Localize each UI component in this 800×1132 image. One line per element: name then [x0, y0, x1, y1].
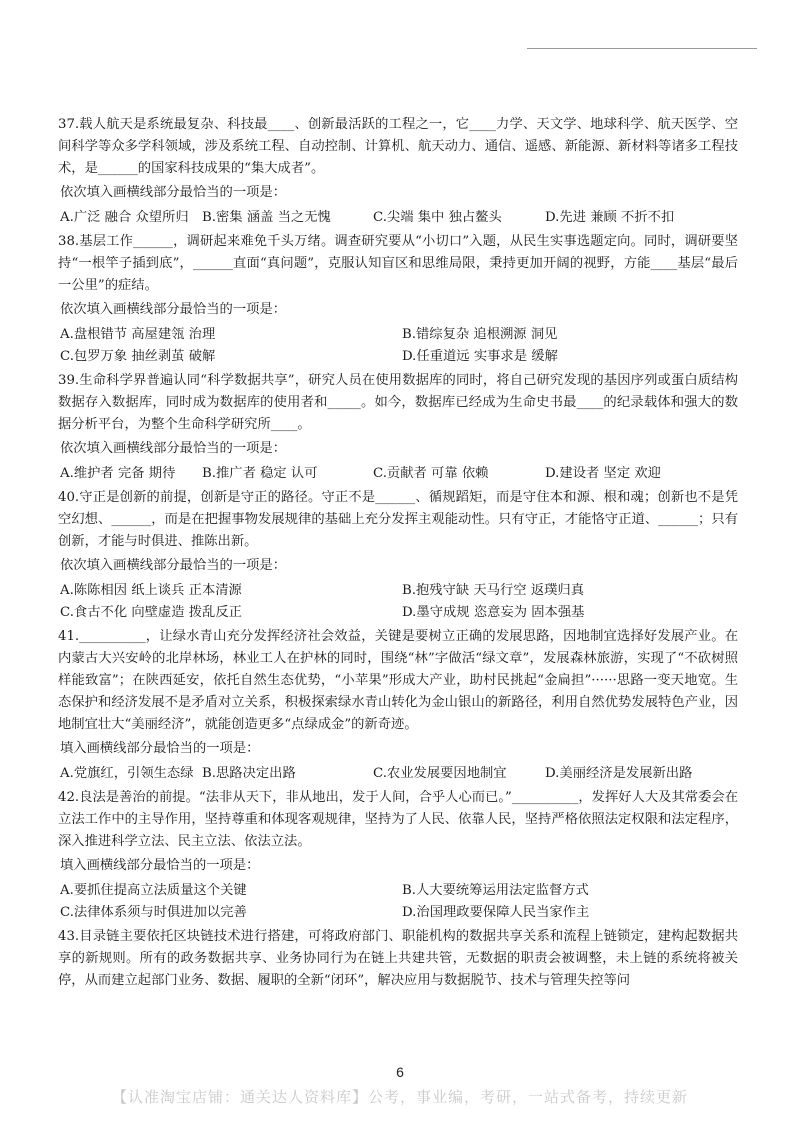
question-stem: 43.目录链主要依托区块链技术进行搭建，可将政府部门、职能机构的数据共享关系和流程上链锁定，建构起数据共享的新规则。所有的政务数据共享、业务协同行为在链上共建共管，无数据的职责会被调整，未上链的系统将被关停，从而建立起部门业务、数据、履职的全新“闭环”，解决应用与数据脱节、技术与管理失控等问	[58, 929, 738, 988]
option-b: B.抱残守缺 天马行空 返璞归真	[402, 583, 585, 598]
options	[58, 463, 738, 485]
options	[58, 324, 738, 368]
question-stem: 40.守正是创新的前提，创新是守正的路径。守正不是______、循规蹈矩，而是守住本和源、根和魂；创新也不是凭空幻想、______，而是在把握事物发展规律的基础上充分发挥主观能动性。只有守正，才能恪守正道、______；只有创新，才能与时俱进、推陈出新。	[58, 490, 738, 549]
footer-watermark: 【认准淘宝店铺：通关达人资料库】公考，事业编，考研，一站式备考，持续更新	[111, 1088, 688, 1106]
header-rule	[527, 48, 757, 49]
question-stem: 41.__________，让绿水青山充分发挥经济社会效益，关键是要树立正确的发展思路，因地制宜选择好发展产业。在内蒙古大兴安岭的北岸林场，林业工人在护林的同时，围绕“林”字做活“绿文章”，发展森林旅游，实现了“不砍树照样能致富”；在陕西延安，依托自然生态优势，“小苹果”形成大产业，助村民挑起“金扁担”······思路一变天地宽。生态保护和经济发展不是矛盾对立关系，积极探索绿水青山转化为金山银山的新路径，利用自然优势发展特色产业，因地制宜壮大“美丽经济”，就能创造更多“点绿成金”的新奇迹。	[58, 629, 738, 732]
question-38	[58, 231, 738, 368]
option-c: C.农业发展要因地制宜	[373, 766, 507, 781]
question-43	[58, 926, 738, 992]
option-a: A.盘根错节 高屋建瓴 治理	[60, 327, 216, 342]
option-d: D.美丽经济是发展新出路	[545, 766, 693, 781]
option-a: A.要抓住提高立法质量这个关键	[60, 883, 247, 898]
option-c: C.包罗万象 抽丝剥茧 破解	[60, 349, 216, 364]
option-a: A.陈陈相因 纸上谈兵 正本清源	[60, 583, 242, 598]
question-stem: 38.基层工作______，调研起来难免千头万绪。调查研究要从“小切口”入题，从民生实事选题定向。同时，调研要坚持“一根竿子插到底”，______直面“真问题”，克服认知盲区和思维局限，秉持更加开阔的视野，方能____基层“最后一公里”的症结。	[58, 234, 738, 293]
option-c: C.贡献者 可靠 依赖	[373, 466, 489, 481]
option-a: A.维护者 完备 期待	[60, 466, 176, 481]
question-42	[58, 787, 738, 924]
options	[58, 580, 738, 624]
option-d: D.先进 兼顾 不折不扣	[545, 210, 675, 225]
question-prompt: 依次填入画横线部分最恰当的一项是：	[60, 441, 287, 456]
question-41	[58, 626, 738, 785]
option-a: A.党旗红，引领生态绿	[60, 766, 194, 781]
question-prompt: 填入画横线部分最恰当的一项是：	[60, 858, 260, 873]
question-list	[58, 114, 738, 994]
question-prompt: 依次填入画横线部分最恰当的一项是：	[60, 302, 287, 317]
question-39	[58, 370, 738, 485]
option-c: C.法律体系须与时俱进加以完善	[60, 905, 247, 920]
question-stem: 42.良法是善治的前提。“法非从天下，非从地出，发于人间，合乎人心而已。”__________，发挥好人大及其常委会在立法工作中的主导作用，坚持尊重和体现客观规律，坚持为了人民、依靠人民，坚持严格依照法定权限和法定程序，深入推进科学立法、民主立法、依法立法。	[58, 790, 738, 849]
question-stem: 39.生命科学界普遍认同“科学数据共享”，研究人员在使用数据库的同时，将自己研究发现的基因序列或蛋白质结构数据存入数据库，同时成为数据库的使用者和_____。如今，数据库已经成为生命史书最____的纪录载体和强大的数据分析平台，为整个生命科学研究所____。	[58, 373, 738, 432]
option-c: C.尖端 集中 独占鳌头	[373, 210, 502, 225]
options	[58, 207, 738, 229]
option-d: D.墨守成规 恣意妄为 固本强基	[402, 605, 585, 620]
option-c: C.食古不化 向壁虚造 拨乱反正	[60, 605, 242, 620]
question-prompt: 填入画横线部分最恰当的一项是：	[60, 741, 260, 756]
options	[58, 880, 738, 924]
question-37	[58, 114, 738, 229]
page-number: 6	[396, 1064, 404, 1080]
question-40	[58, 487, 738, 624]
option-b: B.推广者 稳定 认可	[202, 466, 318, 481]
option-b: B.人大要统筹运用法定监督方式	[402, 883, 589, 898]
question-stem: 37.载人航天是系统最复杂、科技最____、创新最活跃的工程之一，它____力学、天文学、地球科学、航天医学、空间科学等众多学科领域，涉及系统工程、自动控制、计算机、航天动力、通信、遥感、新能源、新材料等诸多工程技术，是______的国家科技成果的“集大成者”。	[58, 117, 738, 176]
option-d: D.治国理政要保障人民当家作主	[402, 905, 590, 920]
option-d: D.建设者 坚定 欢迎	[545, 466, 661, 481]
option-a: A.广泛 融合 众望所归	[60, 210, 189, 225]
options	[58, 763, 738, 785]
option-b: B.密集 涵盖 当之无愧	[202, 210, 331, 225]
question-prompt: 依次填入画横线部分最恰当的一项是：	[60, 185, 287, 200]
option-d: D.任重道远 实事求是 缓解	[402, 349, 558, 364]
option-b: B.思路决定出路	[202, 766, 296, 781]
question-prompt: 依次填入画横线部分最恰当的一项是：	[60, 558, 287, 573]
option-b: B.错综复杂 追根溯源 洞见	[402, 327, 558, 342]
